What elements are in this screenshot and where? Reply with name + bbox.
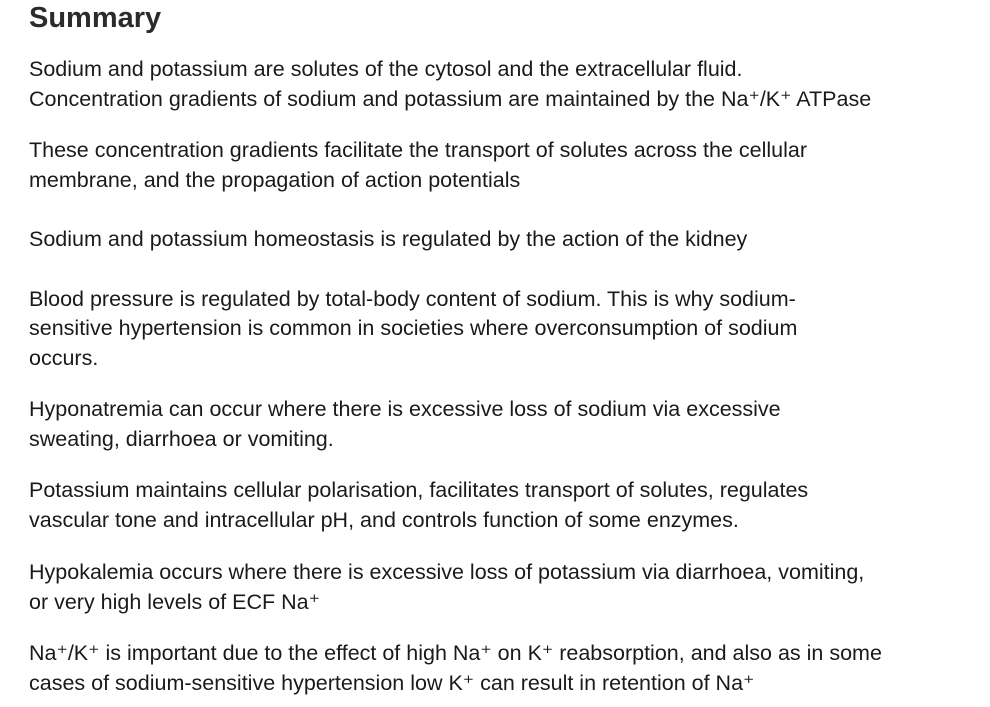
paragraph-kidney-homeostasis: Sodium and potassium homeostasis is regulated by the action of the kidney <box>29 227 748 251</box>
paragraph-solutes-gradients: Sodium and potassium are solutes of the cytosol and the extracellular fluid. Concentration gradients of sodium and potassium are maintained by the Na⁺/K⁺ ATPase <box>29 57 872 111</box>
paragraph-hyponatremia: Hyponatremia can occur where there is excessive loss of sodium via excessive sweating, diarrhoea or vomiting. <box>29 397 781 451</box>
paragraph-na-k-ratio: Na⁺/K⁺ is important due to the effect of high Na⁺ on K⁺ reabsorption, and also as in some cases of sodium-sensitive hypertension low K⁺ can result in retention of Na⁺ <box>29 641 882 695</box>
paragraph-potassium-functions: Potassium maintains cellular polarisation, facilitates transport of solutes, regulates vascular tone and intracellular pH, and controls function of some enzymes. <box>29 478 809 532</box>
page-title: Summary <box>29 2 162 34</box>
paragraph-hypokalemia: Hypokalemia occurs where there is excessive loss of potassium via diarrhoea, vomiting, or very high levels of ECF Na⁺ <box>29 560 865 614</box>
summary-document <box>29 0 979 698</box>
paragraph-blood-pressure: Blood pressure is regulated by total-body content of sodium. This is why sodium- sensitive hypertension is common in societies where overconsumption of sodium occurs. <box>29 286 798 370</box>
paragraph-transport-action-potentials: These concentration gradients facilitate the transport of solutes across the cellular membrane, and the propagation of action potentials <box>29 138 807 192</box>
